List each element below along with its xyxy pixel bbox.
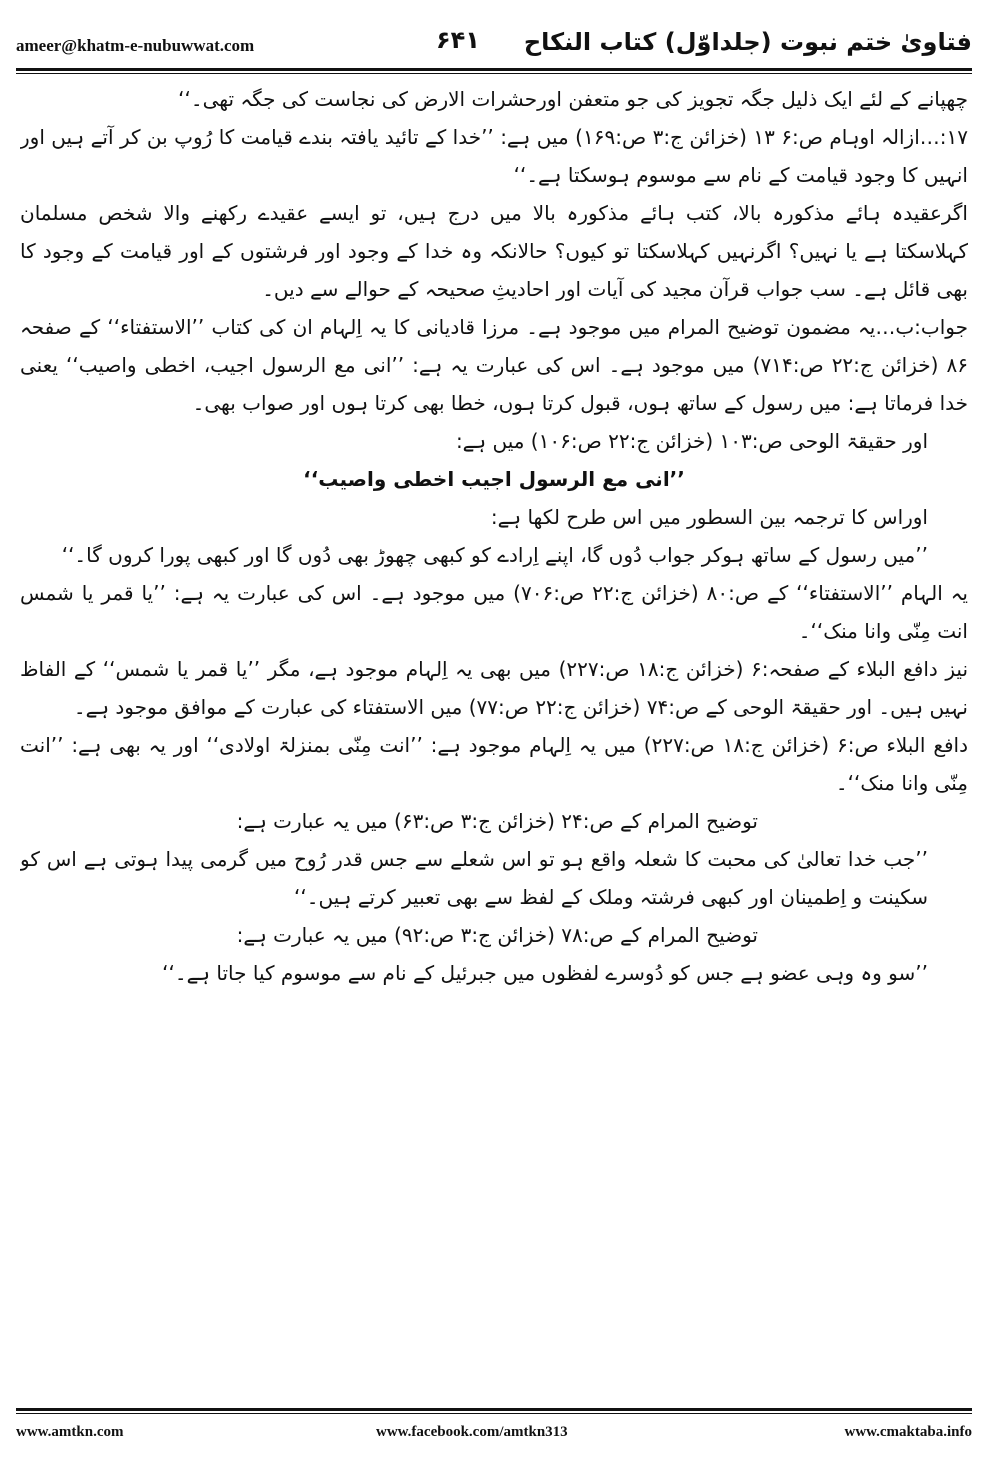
- quoted-translation: ’’میں رسول کے ساتھ ہوکر جواب دُوں گا، اپنے اِرادے کو کبھی چھوڑ بھی دُوں گا اور کبھی پورا کروں گا۔‘‘: [61, 543, 928, 567]
- page-number: ۶۴۱: [436, 26, 480, 54]
- footer-link-cmaktaba[interactable]: www.cmaktaba.info: [844, 1424, 972, 1440]
- page-body: [20, 80, 968, 1398]
- footer-link-amtkn[interactable]: www.amtkn.com: [16, 1424, 124, 1440]
- footer-rule-thin: [16, 1413, 972, 1414]
- paragraph: اوراس کا ترجمہ بین السطور میں اس طرح لکھا ہے:: [490, 505, 928, 529]
- quoted-passage: ’’سو وہ وہی عضو ہے جس کو دُوسرے لفظوں میں جبرئیل کے نام سے موسوم کیا جاتا ہے۔‘‘: [162, 961, 928, 985]
- quoted-ilham: ’’انی مع الرسول اجیب اخطی واصیب‘‘: [303, 467, 685, 491]
- quoted-passage: ’’جب خدا تعالیٰ کی محبت کا شعلہ واقع ہو تو اس شعلے سے جس قدر رُوح میں گرمی پیدا ہوتی ہے اس کو سکینت و اِطمینان اور کبھی فرشتہ وملک کے لفظ سے بھی تعبیر کرتے ہیں۔‘‘: [20, 847, 928, 909]
- paragraph: دافع البلاء ص:۶ (خزائن ج:۱۸ ص:۲۲۷) میں یہ اِلہام موجود ہے: ’’انت مِنّی بمنزلۃ اولادی‘‘ اور یہ بھی ہے: ’’انت مِنّی وانا منک‘‘۔: [20, 733, 968, 795]
- header-email: ameer@khatm-e-nubuwwat.com: [16, 36, 255, 55]
- paragraph: نیز دافع البلاء کے صفحہ:۶ (خزائن ج:۱۸ ص:۲۲۷) میں بھی یہ اِلہام موجود ہے، مگر ’’یا قمر یا شمس‘‘ کے الفاظ نہیں ہیں۔ اور حقیقۃ الوحی کے ص:۷۴ (خزائن ج:۲۲ ص:۷۷) میں الاستفتاء کی عبارت کے موافق موجود ہے۔: [20, 657, 968, 719]
- book-title: فتاویٰ ختم نبوت (جلداوّل) کتاب النکاح: [523, 28, 972, 56]
- paragraph: توضیح المرام کے ص:۲۴ (خزائن ج:۳ ص:۶۳) میں یہ عبارت ہے:: [236, 809, 758, 833]
- paragraph: چھپانے کے لئے ایک ذلیل جگہ تجویز کی جو متعفن اورحشرات الارض کی نجاست کی جگہ تھی۔‘‘: [178, 87, 968, 111]
- paragraph: یہ الہام ’’الاستفتاء‘‘ کے ص:۸۰ (خزائن ج:۲۲ ص:۷۰۶) میں موجود ہے۔ اس کی عبارت یہ ہے: ’’یا قمر یا شمس انت مِنّی وانا منک‘‘۔: [20, 581, 968, 643]
- footer-link-facebook[interactable]: www.facebook.com/amtkn313: [376, 1424, 568, 1440]
- paragraph: اور حقیقۃ الوحی ص:۱۰۳ (خزائن ج:۲۲ ص:۱۰۶) میں ہے:: [455, 429, 928, 453]
- header-rule-thick: [16, 68, 972, 71]
- footer-rule-thick: [16, 1408, 972, 1411]
- header-rule-thin: [16, 73, 972, 74]
- paragraph: ۱۷:…ازالہ اوہام ص:۶ ۱۳ (خزائن ج:۳ ص:۱۶۹) میں ہے: ’’خدا کے تائید یافتہ بندے قیامت کا رُوپ بن کر آتے ہیں اور انہیں کا وجود قیامت کے نام سے موسوم ہوسکتا ہے۔‘‘: [20, 125, 968, 187]
- paragraph: توضیح المرام کے ص:۷۸ (خزائن ج:۳ ص:۹۲) میں یہ عبارت ہے:: [236, 923, 758, 947]
- paragraph: اگرعقیدہ ہائے مذکورہ بالا، کتب ہائے مذکورہ بالا میں درج ہیں، تو ایسے عقیدے رکھنے والا شخص مسلمان کہلاسکتا ہے یا نہیں؟ اگرنہیں کہلاسکتا تو کیوں؟ حالانکہ وہ خدا کے وجود اور فرشتوں کے اور قیامت کے وجود کا بھی قائل ہے۔ سب جواب قرآن مجید کی آیات اور احادیثِ صحیحہ کے حوالے سے دیں۔: [20, 201, 968, 301]
- page-footer: [16, 1424, 972, 1448]
- paragraph: جواب:ب…یہ مضمون توضیح المرام میں موجود ہے۔ مرزا قادیانی کا یہ اِلہام ان کی کتاب ’’الاستفتاء‘‘ کے صفحہ ۸۶ (خزائن ج:۲۲ ص:۷۱۴) میں موجود ہے۔ اس کی عبارت یہ ہے: ’’انی مع الرسول اجیب، اخطی واصیب‘‘ یعنی خدا فرماتا ہے: میں رسول کے ساتھ ہوں، قبول کرتا ہوں، خطا بھی کرتا ہوں اور صواب بھی۔: [20, 315, 968, 415]
- page-header: [16, 26, 972, 66]
